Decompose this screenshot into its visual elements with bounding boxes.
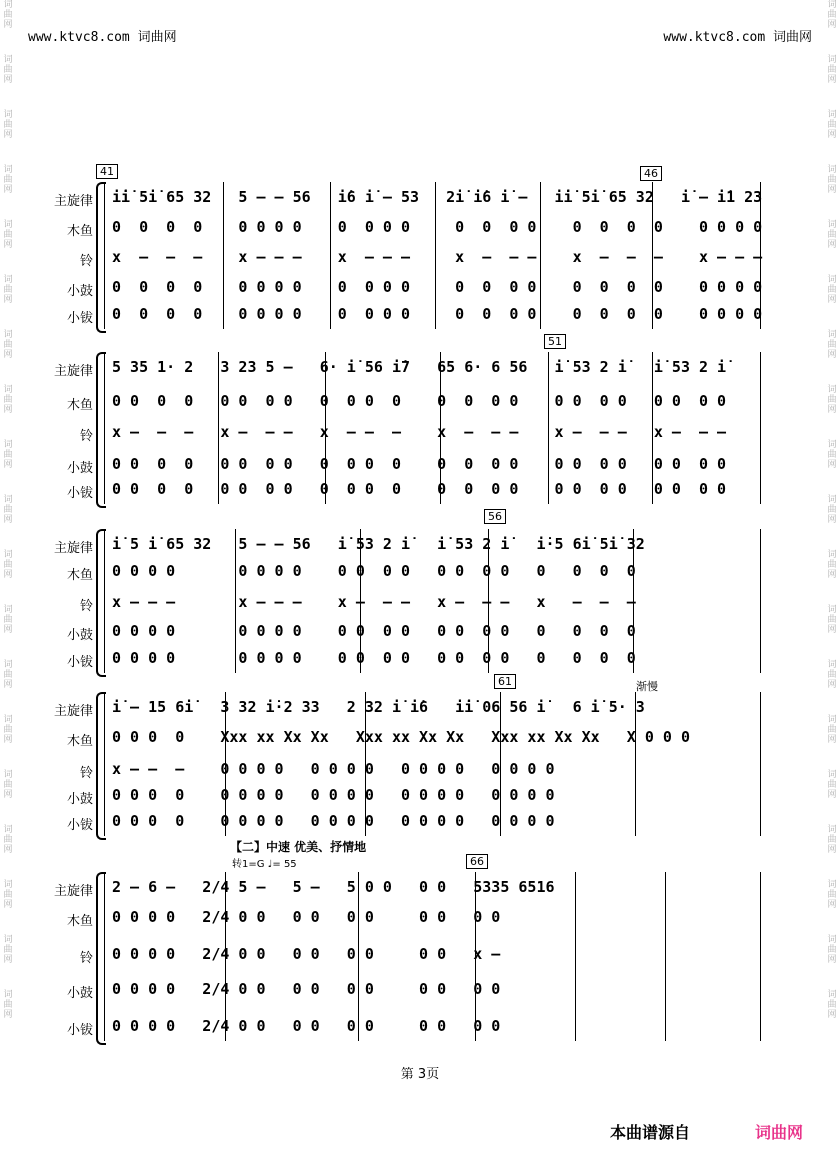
watermark-text: 词 曲 网 bbox=[3, 605, 13, 635]
instrument-label-muyu: 木鱼 bbox=[66, 398, 93, 413]
watermark-text: 词 曲 网 bbox=[3, 55, 13, 85]
instrument-label-muyu: 木鱼 bbox=[66, 568, 93, 583]
watermark-text: 词 曲 网 bbox=[827, 110, 837, 140]
notation-row-ling: x – – – x – – – x – – – x – – – x – – – x – – – bbox=[112, 423, 727, 441]
instrument-label-melody: 主旋律 bbox=[53, 364, 93, 379]
watermark-text: 词 曲 网 bbox=[827, 935, 837, 965]
notation-row-xiaobo: 0 0 0 0 2/4 0 0 0 0 0 0 0 0 0 0 bbox=[112, 1017, 501, 1035]
watermark-text: 词 曲 网 bbox=[3, 990, 13, 1020]
instrument-label-xiaobo: 小钹 bbox=[66, 818, 93, 833]
watermark-right bbox=[826, 0, 838, 1169]
system-line bbox=[104, 352, 105, 504]
instrument-label-melody: 主旋律 bbox=[53, 194, 93, 209]
notation-row-melody: 5 35 1· 2 3 23 5 – 6· i̇ 56 i̇7 65 6· 6 56 i̇ 53 2 i̇ i̇ 53 2 i̇ bbox=[112, 358, 727, 376]
watermark-text: 词 曲 网 bbox=[3, 385, 13, 415]
instrument-label-ling: 铃 bbox=[79, 766, 93, 781]
notation-row-muyu: 0 0 0 0 Xxx xx Xx Xx Xxx xx Xx Xx Xxx xx Xx Xx X 0 0 0 bbox=[112, 728, 690, 746]
notation-row-melody: i̇i̇ 5i̇ 65 32 5 – – 56 i̇6 i̇ – 53 2i̇ i̇6 i̇ – i̇i̇ 5i̇ 65 32 i̇ – i̇1 23 bbox=[112, 188, 763, 206]
notation-row-ling: x – – – x – – – x – – – x – – – x – – – bbox=[112, 593, 636, 611]
instrument-label-ling: 铃 bbox=[79, 429, 93, 444]
instrument-label-xiaobo: 小钹 bbox=[66, 486, 93, 501]
watermark-text: 词 曲 网 bbox=[827, 0, 837, 30]
notation-row-melody: 2 – 6 – 2/4 5 – 5 – 5 0 0 0 0 5335 6516 bbox=[112, 878, 555, 896]
watermark-text: 词 曲 网 bbox=[3, 110, 13, 140]
watermark-text: 词 曲 网 bbox=[827, 440, 837, 470]
notation-row-muyu: 0 0 0 0 0 0 0 0 0 0 0 0 0 0 0 0 0 0 0 0 0 0 0 0 bbox=[112, 392, 727, 410]
instrument-label-muyu: 木鱼 bbox=[66, 734, 93, 749]
watermark-text: 词 曲 网 bbox=[3, 660, 13, 690]
measure-number: 66 bbox=[466, 854, 488, 869]
instrument-label-xiaobo: 小钹 bbox=[66, 1023, 93, 1038]
tempo-annotation: 渐慢 bbox=[636, 680, 658, 693]
instrument-label-xiaogu: 小鼓 bbox=[66, 461, 93, 476]
watermark-text: 词 曲 网 bbox=[3, 935, 13, 965]
watermark-text: 词 曲 网 bbox=[827, 605, 837, 635]
watermark-text: 词 曲 网 bbox=[3, 275, 13, 305]
instrument-label-xiaogu: 小鼓 bbox=[66, 628, 93, 643]
watermark-text: 词 曲 网 bbox=[827, 770, 837, 800]
instrument-label-ling: 铃 bbox=[79, 951, 93, 966]
measure-number: 61 bbox=[494, 674, 516, 689]
header-url-left: www.ktvc8.com 词曲网 bbox=[28, 30, 177, 45]
notation-row-xiaobo: 0 0 0 0 0 0 0 0 0 0 0 0 0 0 0 0 0 0 0 0 bbox=[112, 812, 555, 830]
watermark-text: 词 曲 网 bbox=[827, 990, 837, 1020]
system-line bbox=[104, 692, 105, 836]
watermark-text: 词 曲 网 bbox=[827, 825, 837, 855]
watermark-text: 词 曲 网 bbox=[827, 275, 837, 305]
instrument-label-muyu: 木鱼 bbox=[66, 914, 93, 929]
watermark-text: 词 曲 网 bbox=[3, 0, 13, 30]
watermark-text: 词 曲 网 bbox=[3, 330, 13, 360]
page-number: 第 3页 bbox=[400, 1067, 440, 1082]
instrument-label-melody: 主旋律 bbox=[53, 704, 93, 719]
instrument-label-xiaogu: 小鼓 bbox=[66, 792, 93, 807]
tempo-marking: 转1=G ♩= 55 bbox=[232, 859, 297, 870]
system-line bbox=[104, 529, 105, 673]
watermark-text: 词 曲 网 bbox=[827, 715, 837, 745]
instrument-label-ling: 铃 bbox=[79, 254, 93, 269]
notation-row-xiaobo: 0 0 0 0 0 0 0 0 0 0 0 0 0 0 0 0 0 0 0 0 0 0 0 0 bbox=[112, 480, 727, 498]
watermark-text: 词 曲 网 bbox=[3, 440, 13, 470]
notation-row-xiaogu: 0 0 0 0 0 0 0 0 0 0 0 0 0 0 0 0 0 0 0 0 bbox=[112, 622, 636, 640]
watermark-text: 词 曲 网 bbox=[827, 495, 837, 525]
measure-number: 51 bbox=[544, 334, 566, 349]
watermark-text: 词 曲 网 bbox=[827, 330, 837, 360]
section-heading: 【二】中速 优美、抒情地 bbox=[230, 840, 367, 854]
watermark-text: 词 曲 网 bbox=[3, 880, 13, 910]
watermark-text: 词 曲 网 bbox=[3, 495, 13, 525]
notation-row-ling: x – – – x – – – x – – – x – – – x – – – x – – – bbox=[112, 248, 763, 266]
notation-row-xiaobo: 0 0 0 0 0 0 0 0 0 0 0 0 0 0 0 0 0 0 0 0 bbox=[112, 649, 636, 667]
notation-row-melody: i̇ 5 i̇ 65 32 5 – – 56 i̇ 53 2 i̇ i̇ 53 2 i̇ i̇·5 6i̇ 5i̇ 32 bbox=[112, 535, 645, 553]
watermark-text: 词 曲 网 bbox=[827, 165, 837, 195]
watermark-text: 词 曲 网 bbox=[827, 880, 837, 910]
notation-row-ling: x – – – 0 0 0 0 0 0 0 0 0 0 0 0 0 0 0 0 bbox=[112, 760, 555, 778]
notation-row-xiaogu: 0 0 0 0 0 0 0 0 0 0 0 0 0 0 0 0 0 0 0 0 0 0 0 0 bbox=[112, 278, 763, 296]
measure-number: 46 bbox=[640, 166, 662, 181]
instrument-label-xiaogu: 小鼓 bbox=[66, 986, 93, 1001]
instrument-label-melody: 主旋律 bbox=[53, 541, 93, 556]
watermark-text: 词 曲 网 bbox=[3, 715, 13, 745]
notation-row-xiaogu: 0 0 0 0 0 0 0 0 0 0 0 0 0 0 0 0 0 0 0 0 0 0 0 0 bbox=[112, 455, 727, 473]
watermark-text: 词 曲 网 bbox=[3, 165, 13, 195]
measure-number: 41 bbox=[96, 164, 118, 179]
instrument-label-xiaobo: 小钹 bbox=[66, 655, 93, 670]
watermark-text: 词 曲 网 bbox=[3, 220, 13, 250]
notation-row-melody: i̇ – 15 6i̇ 3 32 i̇·2 33 2 32 i̇ i̇6 i̇i̇ 06 56 i̇ 6 i̇ 5· 3 bbox=[112, 698, 645, 716]
notation-row-ling: 0 0 0 0 2/4 0 0 0 0 0 0 0 0 x – bbox=[112, 945, 501, 963]
watermark-text: 词 曲 网 bbox=[827, 220, 837, 250]
watermark-text: 词 曲 网 bbox=[3, 550, 13, 580]
watermark-text: 词 曲 网 bbox=[3, 825, 13, 855]
system-line bbox=[104, 872, 105, 1041]
measure-number: 56 bbox=[484, 509, 506, 524]
brand-logo-text: 词曲网 bbox=[755, 1123, 804, 1142]
watermark-text: 词 曲 网 bbox=[827, 660, 837, 690]
instrument-label-melody: 主旋律 bbox=[53, 884, 93, 899]
notation-row-xiaogu: 0 0 0 0 2/4 0 0 0 0 0 0 0 0 0 0 bbox=[112, 980, 501, 998]
notation-row-muyu: 0 0 0 0 2/4 0 0 0 0 0 0 0 0 0 0 bbox=[112, 908, 501, 926]
watermark-text: 词 曲 网 bbox=[827, 55, 837, 85]
notation-row-xiaogu: 0 0 0 0 0 0 0 0 0 0 0 0 0 0 0 0 0 0 0 0 bbox=[112, 786, 555, 804]
instrument-label-xiaogu: 小鼓 bbox=[66, 284, 93, 299]
instrument-label-muyu: 木鱼 bbox=[66, 224, 93, 239]
watermark-text: 词 曲 网 bbox=[827, 550, 837, 580]
source-label: 本曲谱源自 bbox=[610, 1123, 691, 1142]
instrument-label-ling: 铃 bbox=[79, 599, 93, 614]
watermark-text: 词 曲 网 bbox=[3, 770, 13, 800]
notation-row-xiaobo: 0 0 0 0 0 0 0 0 0 0 0 0 0 0 0 0 0 0 0 0 0 0 0 0 bbox=[112, 305, 763, 323]
instrument-label-xiaobo: 小钹 bbox=[66, 311, 93, 326]
notation-row-muyu: 0 0 0 0 0 0 0 0 0 0 0 0 0 0 0 0 0 0 0 0 0 0 0 0 bbox=[112, 218, 763, 236]
system-line bbox=[104, 182, 105, 329]
watermark-text: 词 曲 网 bbox=[827, 385, 837, 415]
notation-row-muyu: 0 0 0 0 0 0 0 0 0 0 0 0 0 0 0 0 0 0 0 0 bbox=[112, 562, 636, 580]
header-url-right: www.ktvc8.com 词曲网 bbox=[663, 30, 812, 45]
